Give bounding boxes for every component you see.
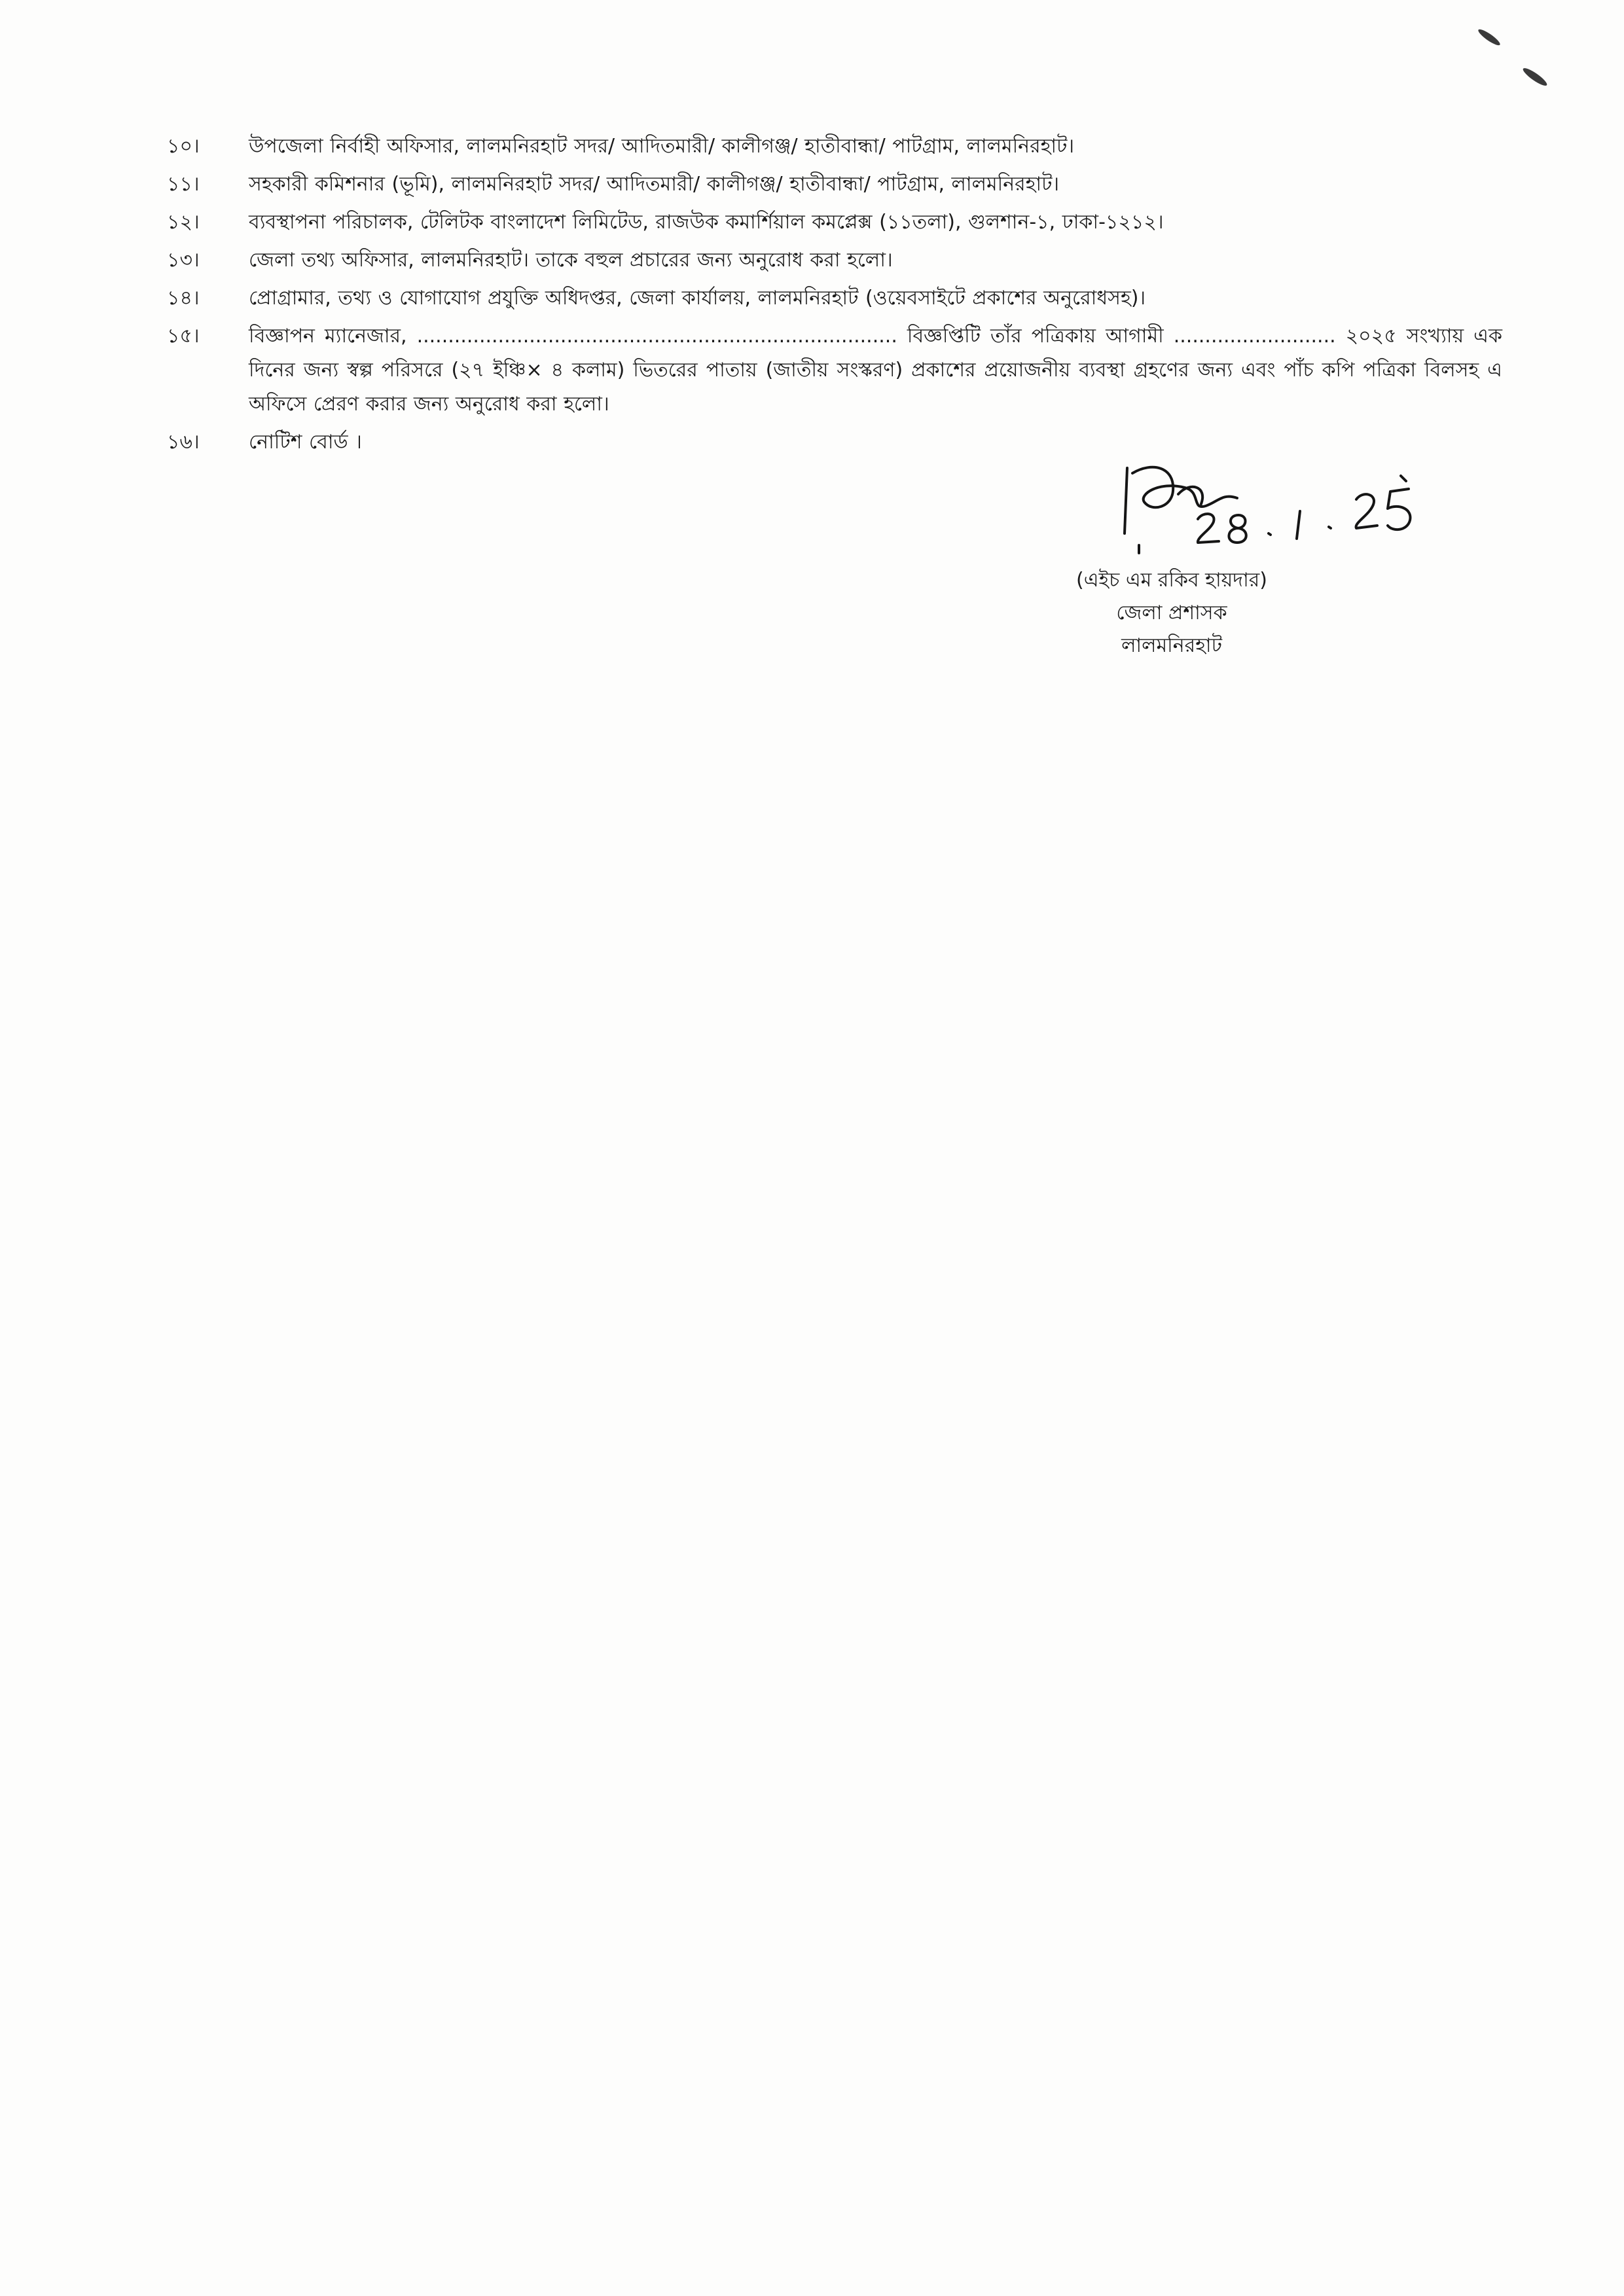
list-item: [167, 243, 1502, 278]
item-number: ১০।: [167, 135, 200, 158]
list-item: [167, 206, 1502, 240]
item-text: নোটিশ বোর্ড ।: [249, 431, 362, 454]
scan-mark-2: [1521, 65, 1549, 88]
signer-title: জেলা প্রশাসক: [1116, 601, 1227, 624]
list-item: [167, 130, 1502, 164]
item-text: প্রোগ্রামার, তথ্য ও যোগাযোগ প্রযুক্তি অধিদপ্তর, জেলা কার্যালয়, লালমনিরহাট (ওয়েবসাইটে প্রকাশের অনুরোধসহ)।: [249, 287, 1146, 310]
scan-mark-1: [1477, 27, 1502, 47]
item-number: ১৩।: [167, 249, 200, 272]
item-text: ব্যবস্থাপনা পরিচালক, টেলিটক বাংলাদেশ লিমিটেড, রাজউক কমার্শিয়াল কমপ্লেক্স (১১তলা), গুলশান-১, ঢাকা-১২১২।: [249, 211, 1164, 234]
signer-name: (এইচ এম রকিব হায়দার): [1076, 569, 1267, 592]
signer-block: [1001, 564, 1342, 662]
list-item: [167, 281, 1502, 315]
signer-location: লালমনিরহাট: [1121, 634, 1222, 657]
item-text: উপজেলা নির্বাহী অফিসার, লালমনিরহাট সদর/ আদিতমারী/ কালীগঞ্জ/ হাতীবান্ধা/ পাটগ্রাম, লালমনিরহাট।: [249, 135, 1075, 158]
item-text: বিজ্ঞাপন ম্যানেজার, ............................................................................. বিজ্ঞপ্তিটি তাঁর পত্রিকায় আগামী .......................... ২০২৫ সংখ্যায় এক দিনের জন্য স্বল্প পরিসরে (২৭ ইঞ্চি× ৪ কলাম) ভিতরের পাতায় (জাতীয় সংস্করণ) প্রকাশের প্রয়োজনীয় ব্যবস্থা গ্রহণের জন্য এবং পাঁচ কপি পত্রিকা বিলসহ এ অফিসে প্রেরণ করার জন্য অনুরোধ করা হলো।: [249, 325, 1502, 416]
item-number: ১১।: [167, 173, 200, 196]
distribution-list: [167, 130, 1502, 463]
handwritten-signature: [1113, 455, 1434, 560]
item-text: সহকারী কমিশনার (ভূমি), লালমনিরহাট সদর/ আদিতমারী/ কালীগঞ্জ/ হাতীবান্ধা/ পাটগ্রাম, লালমনিরহাট।: [249, 173, 1060, 196]
item-number: ১৫।: [167, 325, 200, 348]
list-item: [167, 319, 1502, 422]
item-number: ১২।: [167, 211, 200, 234]
item-number: ১৬।: [167, 431, 200, 454]
item-number: ১৪।: [167, 287, 200, 310]
list-item: [167, 168, 1502, 202]
item-text: জেলা তথ্য অফিসার, লালমনিরহাট। তাকে বহুল প্রচারের জন্য অনুরোধ করা হলো।: [249, 249, 893, 272]
